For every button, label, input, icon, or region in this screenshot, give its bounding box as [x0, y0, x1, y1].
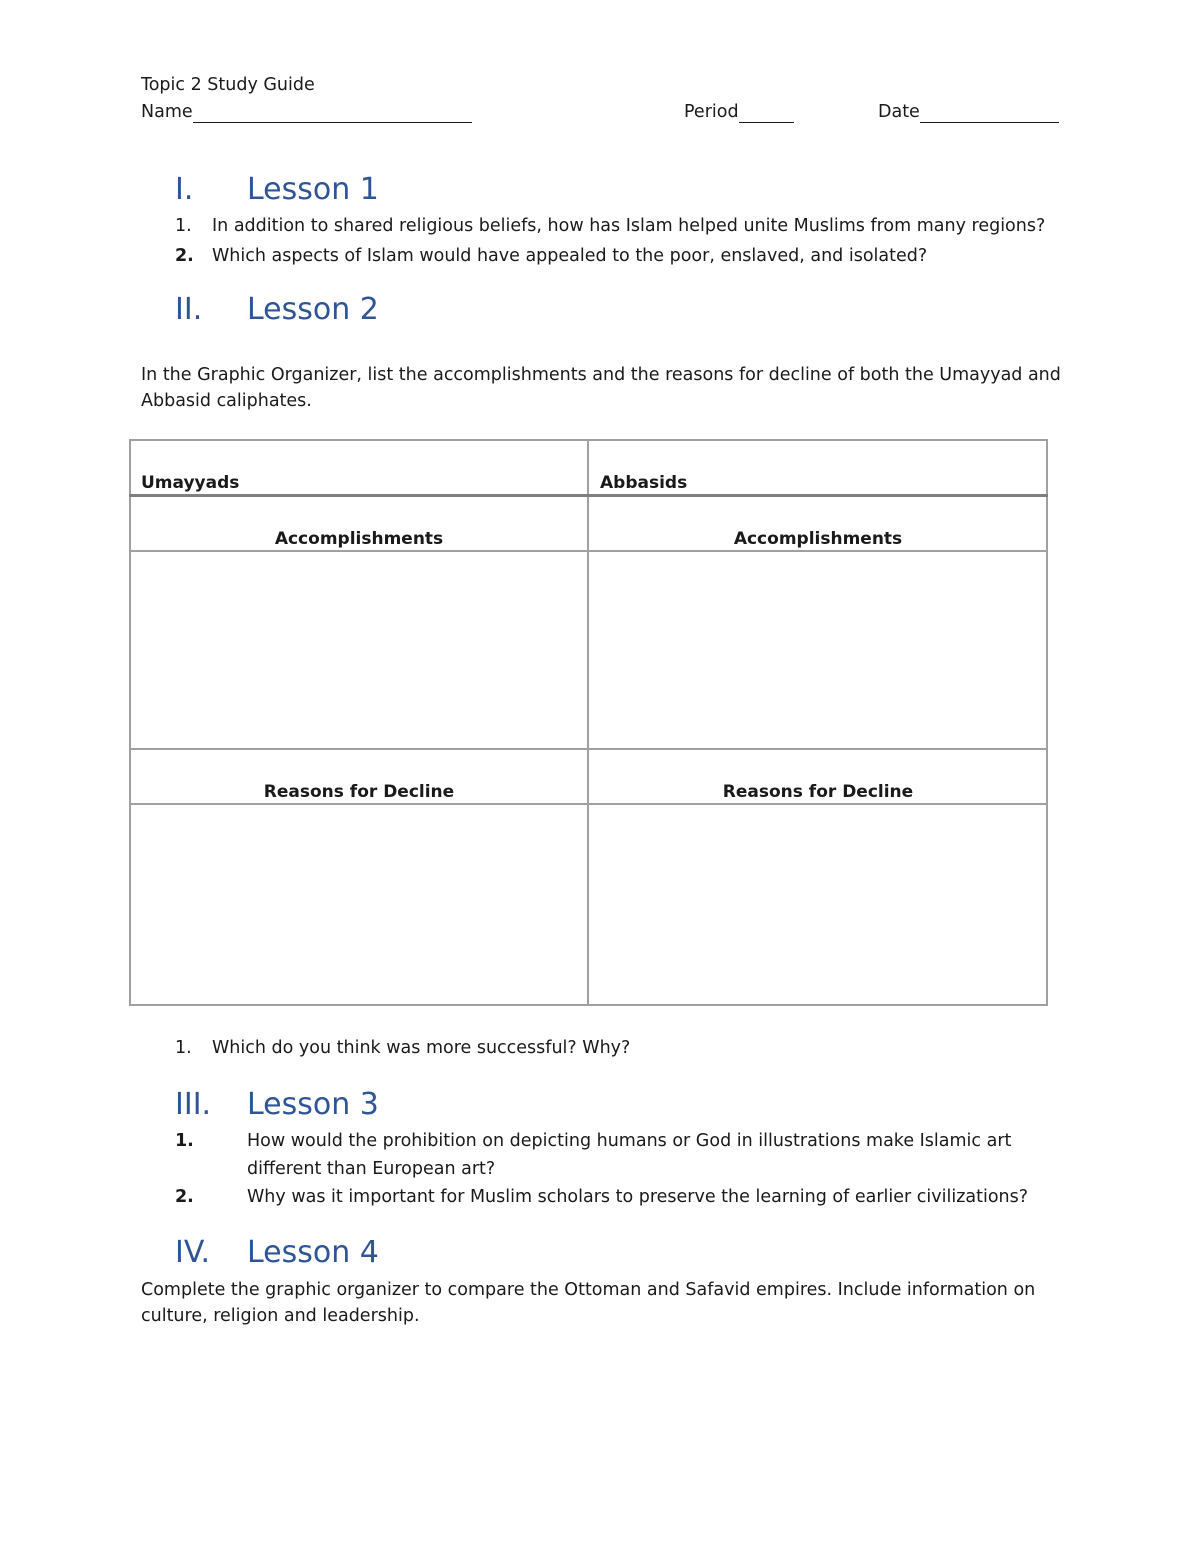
date-label: Date [878, 102, 920, 122]
date-blank[interactable] [920, 104, 1059, 123]
section-4-title: Lesson 4 [247, 1235, 379, 1270]
abbasid-accomplishments-label: Accomplishments [733, 529, 903, 549]
section-2-numeral: II. [175, 292, 203, 327]
section-1-title: Lesson 1 [247, 172, 379, 207]
umayyad-decline-label: Reasons for Decline [263, 782, 455, 802]
section-3-numeral: III. [175, 1087, 212, 1122]
section-4-instructions: Complete the graphic organizer to compare the Ottoman and Safavid empires. Include information on culture, religion and leadership. [141, 1280, 1036, 1326]
abbasid-decline-cell[interactable] [589, 805, 1046, 1004]
question-text-continued: different than European art? [247, 1159, 496, 1179]
period-field[interactable] [684, 101, 794, 123]
question-text: Which aspects of Islam would have appealed to the poor, enslaved, and isolated? [212, 246, 928, 266]
question-num: 2. [175, 1187, 194, 1207]
question-text: In addition to shared religious beliefs, how has Islam helped unite Muslims from many regions? [212, 216, 1046, 236]
question-text: Which do you think was more successful? Why? [212, 1038, 631, 1058]
question-num: 2. [175, 246, 194, 266]
abbasid-decline-label: Reasons for Decline [722, 782, 914, 802]
umayyad-accomplishments-label: Accomplishments [274, 529, 444, 549]
name-field[interactable] [141, 101, 472, 123]
section-2-instructions: In the Graphic Organizer, list the accomplishments and the reasons for decline of both the Umayyad and Abbasid caliphates. [141, 365, 1061, 411]
date-field[interactable] [878, 101, 1059, 123]
question-text: How would the prohibition on depicting humans or God in illustrations make Islamic art [247, 1131, 1012, 1151]
graphic-organizer-table [129, 439, 1048, 1006]
question-num: 1. [175, 1038, 192, 1058]
umayyads-header: Umayyads [141, 473, 240, 493]
section-3-title: Lesson 3 [247, 1087, 379, 1122]
abbasid-accomplishments-cell[interactable] [589, 552, 1046, 748]
question-text: Why was it important for Muslim scholars to preserve the learning of earlier civilizations? [247, 1187, 1029, 1207]
name-blank[interactable] [193, 104, 472, 123]
umayyad-accomplishments-cell[interactable] [131, 552, 587, 748]
period-label: Period [684, 102, 739, 122]
umayyad-decline-cell[interactable] [131, 805, 587, 1004]
abbasids-header: Abbasids [600, 473, 688, 493]
section-4-numeral: IV. [175, 1235, 211, 1270]
question-num: 1. [175, 216, 192, 236]
name-label: Name [141, 102, 193, 122]
period-blank[interactable] [739, 104, 794, 123]
document-title: Topic 2 Study Guide [141, 75, 315, 95]
section-2-title: Lesson 2 [247, 292, 379, 327]
section-1-numeral: I. [175, 172, 194, 207]
question-num: 1. [175, 1131, 194, 1151]
